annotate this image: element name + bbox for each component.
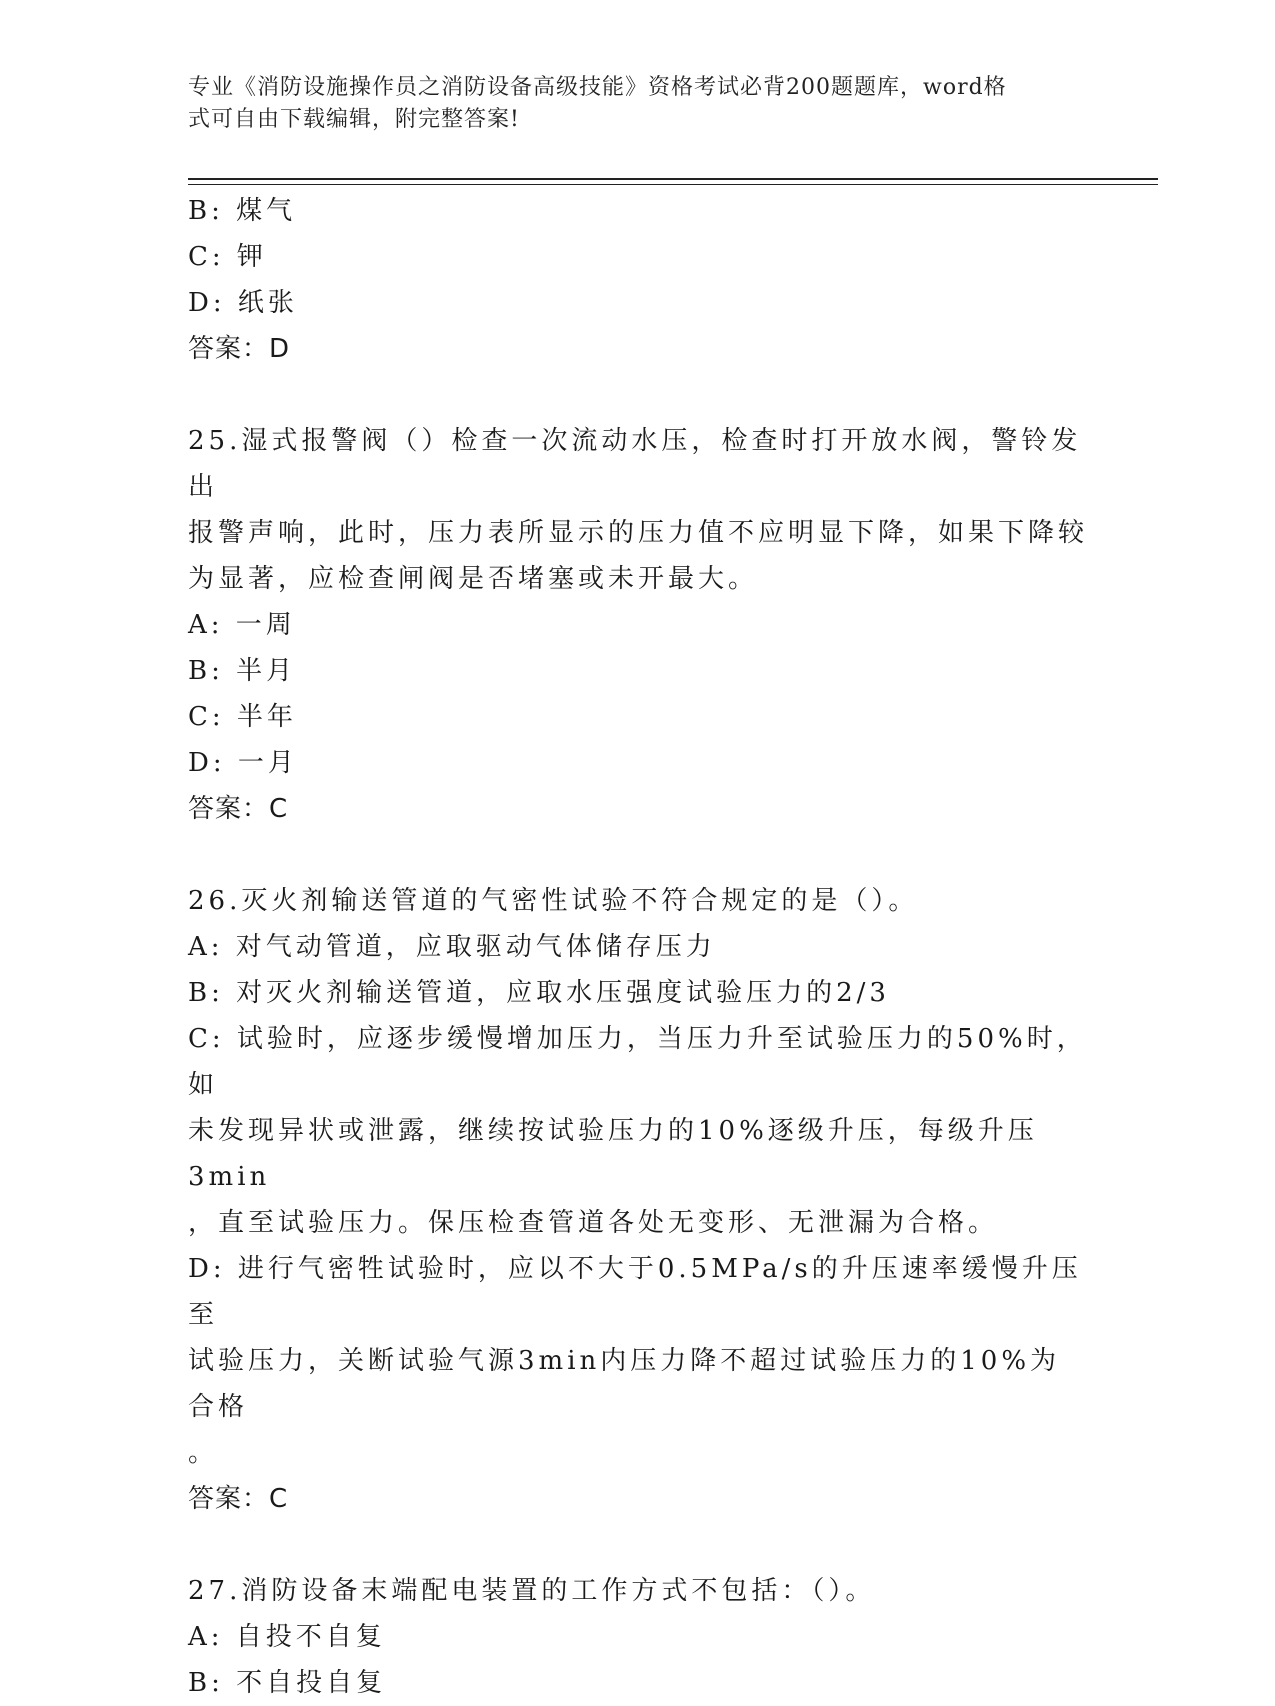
answer: 答案：C [188,1484,289,1514]
header-line-2: 式可自由下载编辑，附完整答案! [188,107,520,132]
question-25 [188,418,1088,832]
question-stem: 27.消防设备末端配电装置的工作方式不包括：（）。 [188,1576,876,1606]
document-body [188,188,1088,1706]
option-c: C: 半年 [188,702,297,732]
header-divider-thin [188,184,1158,185]
answer: 答案：C [188,794,289,824]
option-d: D: 进行气密牲试验时，应以不大于0.5MPa/s的升压速率缓慢升压至 [188,1254,1082,1330]
header-line-1: 专业《消防设施操作员之消防设备高级技能》资格考试必背200题题库，word格 [188,75,1007,100]
option-c: 未发现异状或泄露，继续按试验压力的10%逐级升压，每级升压3min [188,1116,1038,1192]
option-d: D: 一月 [188,748,298,778]
option-d: 试验压力，关断试验气源3min内压力降不超过试验压力的10%为合格 [188,1346,1061,1422]
option-b: B: 对灭火剂输送管道，应取水压强度试验压力的2/3 [188,978,890,1008]
option-a: A: 一周 [188,610,296,640]
question-26 [188,878,1088,1522]
question-27 [188,1568,1088,1706]
answer: 答案：D [188,334,291,364]
option-d: 。 [188,1438,219,1468]
question-stem: 26.灭火剂输送管道的气密性试验不符合规定的是（）。 [188,886,919,916]
question-24-continued [188,188,1088,372]
question-stem: 25.湿式报警阀（）检查一次流动水压，检查时打开放水阀，警铃发出 [188,426,1082,502]
page-header [188,72,1068,136]
spacer [188,1522,1088,1568]
option-b: B: 煤气 [188,196,297,226]
question-stem: 为显著，应检查闸阀是否堵塞或未开最大。 [188,564,759,594]
spacer [188,832,1088,878]
option-a: A: 自投不自复 [188,1622,386,1652]
option-c: ，直至试验压力。保压检查管道各处无变形、无泄漏为合格。 [188,1208,999,1238]
option-c: C: 钾 [188,242,267,272]
option-b: B: 半月 [188,656,297,686]
question-stem: 报警声响，此时，压力表所显示的压力值不应明显下降，如果下降较 [188,518,1089,548]
spacer [188,372,1088,418]
option-a: A: 对气动管道，应取驱动气体储存压力 [188,932,716,962]
option-b: B: 不自投自复 [188,1668,387,1698]
option-c: C: 试验时，应逐步缓慢增加压力，当压力升至试验压力的50%时，如 [188,1024,1087,1100]
option-d: D: 纸张 [188,288,298,318]
header-divider-thick [188,178,1158,180]
